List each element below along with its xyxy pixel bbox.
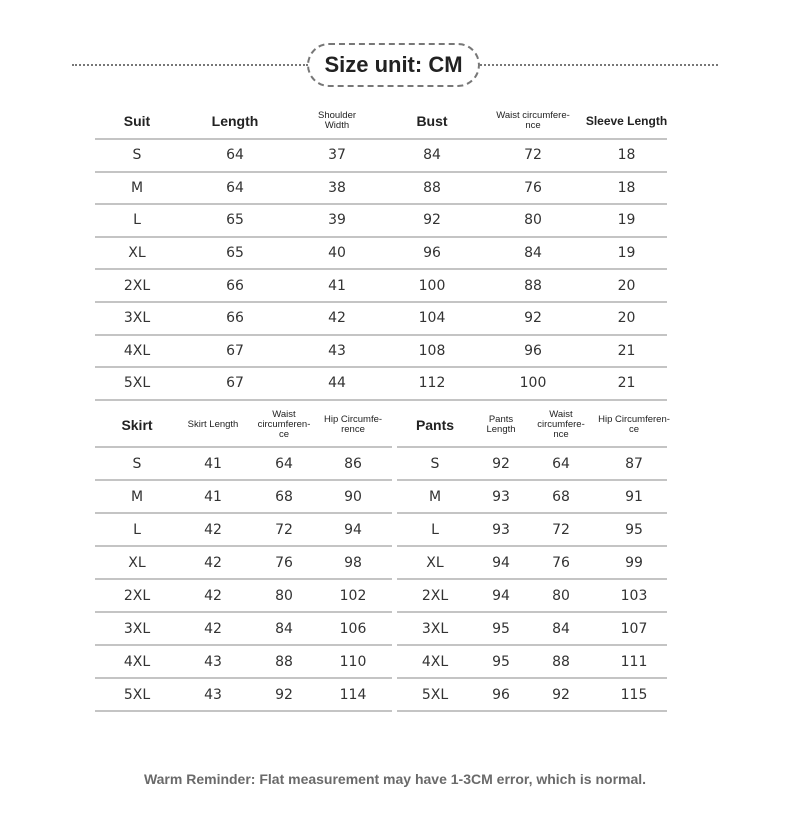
measurement-value: 72 xyxy=(524,147,542,164)
column-header-line: Sleeve Length xyxy=(585,113,668,128)
measurement-value: 20 xyxy=(617,277,636,294)
measurement-value: 104 xyxy=(418,310,446,327)
measurement-value: 94 xyxy=(492,554,510,571)
suit-size-table xyxy=(95,104,667,402)
measurement-value: 110 xyxy=(339,653,367,670)
measurement-value: 84 xyxy=(552,620,570,637)
measurement-value: 76 xyxy=(552,554,570,571)
measurement-value: 108 xyxy=(418,342,446,359)
measurement-value: 91 xyxy=(625,488,643,505)
measurement-value: 107 xyxy=(620,620,648,637)
measurement-value: 42 xyxy=(204,587,222,604)
measurement-value: 42 xyxy=(204,620,222,637)
table-row xyxy=(397,646,667,679)
table-row xyxy=(95,205,667,238)
skirt-size-table xyxy=(95,404,392,714)
header-row xyxy=(95,104,667,140)
table-row xyxy=(95,140,667,173)
measurement-value: 112 xyxy=(418,375,446,392)
column-header-line: Skirt Length xyxy=(187,419,239,431)
column-header-line: nce xyxy=(525,120,541,131)
table-row xyxy=(397,547,667,580)
column-header-line: circumferen- xyxy=(257,419,311,431)
size-label: XL xyxy=(426,554,444,571)
column-header-line: Length xyxy=(486,424,516,435)
column-header-line: nce xyxy=(553,428,569,440)
column-header xyxy=(531,404,591,446)
measurement-value: 99 xyxy=(625,554,643,571)
measurement-value: 21 xyxy=(617,342,636,359)
table-row xyxy=(397,613,667,646)
size-label: L xyxy=(431,521,439,538)
column-header-line: Hip Circumfe- xyxy=(323,414,383,426)
measurement-value: 72 xyxy=(552,521,570,538)
size-label: 5XL xyxy=(123,375,151,392)
size-label: S xyxy=(132,455,142,472)
table-row xyxy=(95,448,392,481)
measurement-value: 115 xyxy=(620,686,648,703)
table-row xyxy=(95,336,667,369)
table-row xyxy=(95,514,392,547)
title-divider-left xyxy=(72,64,308,66)
column-header xyxy=(292,104,382,138)
column-header-line: Width xyxy=(324,120,350,131)
measurement-value: 18 xyxy=(617,179,636,196)
column-header-line: Skirt xyxy=(121,416,153,433)
measurement-value: 88 xyxy=(524,277,542,294)
measurement-value: 41 xyxy=(204,488,222,505)
measurement-value: 92 xyxy=(423,212,441,229)
column-header-line: Shoulder xyxy=(317,110,357,122)
measurement-value: 96 xyxy=(423,245,441,262)
column-header xyxy=(593,404,675,446)
column-header-line: Pants xyxy=(488,414,514,426)
table-row xyxy=(95,547,392,580)
measurement-value: 66 xyxy=(226,310,244,327)
measurement-value: 106 xyxy=(339,620,367,637)
header-row xyxy=(95,404,392,448)
measurement-value: 43 xyxy=(204,686,222,703)
measurement-value: 72 xyxy=(275,521,293,538)
table-row xyxy=(95,613,392,646)
table-row xyxy=(95,679,392,712)
table-row xyxy=(397,580,667,613)
column-header xyxy=(579,104,674,138)
measurement-value: 19 xyxy=(617,212,636,229)
table-row xyxy=(95,173,667,206)
table-row xyxy=(95,368,667,401)
measurement-value: 98 xyxy=(344,554,362,571)
measurement-value: 92 xyxy=(492,455,510,472)
table-row xyxy=(95,238,667,271)
column-header xyxy=(470,404,532,446)
measurement-value: 96 xyxy=(492,686,510,703)
measurement-value: 64 xyxy=(226,179,244,196)
column-header-line: Pants xyxy=(415,416,455,433)
measurement-value: 80 xyxy=(275,587,293,604)
measurement-value: 76 xyxy=(524,179,542,196)
measurement-value: 88 xyxy=(423,179,441,196)
measurement-value: 95 xyxy=(492,620,510,637)
column-header-line: Waist xyxy=(549,409,573,421)
measurement-value: 100 xyxy=(519,375,547,392)
measurement-value: 94 xyxy=(492,587,510,604)
measurement-value: 42 xyxy=(204,521,222,538)
size-label: 5XL xyxy=(421,686,449,703)
measurement-value: 64 xyxy=(552,455,570,472)
measurement-value: 96 xyxy=(524,342,542,359)
table-row xyxy=(397,481,667,514)
table-row xyxy=(397,679,667,712)
size-label: S xyxy=(132,147,142,164)
column-header xyxy=(190,104,280,138)
measurement-value: 87 xyxy=(625,455,643,472)
measurement-value: 43 xyxy=(204,653,222,670)
measurement-value: 84 xyxy=(524,245,542,262)
column-header xyxy=(478,104,588,138)
column-header-line: ce xyxy=(628,424,640,435)
measurement-value: 80 xyxy=(552,587,570,604)
column-header-line: ce xyxy=(278,428,290,440)
measurement-value: 65 xyxy=(226,245,244,262)
measurement-value: 92 xyxy=(552,686,570,703)
size-label: 4XL xyxy=(123,342,151,359)
column-header xyxy=(97,404,177,446)
size-label: S xyxy=(430,455,440,472)
measurement-value: 84 xyxy=(275,620,293,637)
measurement-value: 103 xyxy=(620,587,648,604)
size-label: XL xyxy=(128,554,146,571)
size-label: 3XL xyxy=(123,620,151,637)
measurement-value: 65 xyxy=(226,212,244,229)
measurement-value: 43 xyxy=(328,342,346,359)
measurement-value: 94 xyxy=(344,521,362,538)
size-unit-title: Size unit: CM xyxy=(307,43,480,87)
size-label: L xyxy=(133,521,141,538)
measurement-value: 66 xyxy=(226,277,244,294)
measurement-value: 76 xyxy=(275,554,293,571)
measurement-value: 93 xyxy=(492,488,510,505)
column-header xyxy=(397,404,473,446)
column-header xyxy=(249,404,319,446)
warm-reminder-note: Warm Reminder: Flat measurement may have 1-3CM error, which is normal. xyxy=(143,771,647,787)
size-label: 2XL xyxy=(123,587,151,604)
measurement-value: 93 xyxy=(492,521,510,538)
measurement-value: 86 xyxy=(344,455,362,472)
measurement-value: 64 xyxy=(226,147,244,164)
measurement-value: 40 xyxy=(328,245,346,262)
column-header-line: circumfere- xyxy=(537,419,585,431)
column-header-line: Bust xyxy=(416,112,448,129)
table-row xyxy=(397,448,667,481)
measurement-value: 64 xyxy=(275,455,293,472)
measurement-value: 111 xyxy=(620,653,648,670)
column-header xyxy=(387,104,477,138)
measurement-value: 90 xyxy=(344,488,362,505)
measurement-value: 21 xyxy=(617,375,636,392)
column-header xyxy=(97,104,177,138)
size-label: M xyxy=(130,179,144,196)
measurement-value: 39 xyxy=(328,212,346,229)
measurement-value: 44 xyxy=(328,375,346,392)
column-header xyxy=(317,404,389,446)
size-label: 3XL xyxy=(123,310,151,327)
column-header xyxy=(177,404,249,446)
table-row xyxy=(95,303,667,336)
measurement-value: 19 xyxy=(617,245,636,262)
table-row xyxy=(95,580,392,613)
size-label: 2XL xyxy=(123,277,151,294)
measurement-value: 20 xyxy=(617,310,636,327)
column-header-line: Waist xyxy=(272,409,296,421)
measurement-value: 42 xyxy=(328,310,346,327)
measurement-value: 92 xyxy=(275,686,293,703)
measurement-value: 80 xyxy=(524,212,542,229)
measurement-value: 67 xyxy=(226,342,244,359)
measurement-value: 102 xyxy=(339,587,367,604)
table-row xyxy=(397,514,667,547)
size-label: M xyxy=(130,488,144,505)
measurement-value: 100 xyxy=(418,277,446,294)
measurement-value: 41 xyxy=(328,277,346,294)
measurement-value: 68 xyxy=(552,488,570,505)
size-label: 5XL xyxy=(123,686,151,703)
table-row xyxy=(95,646,392,679)
size-label: 2XL xyxy=(421,587,449,604)
column-header-line: Length xyxy=(211,112,259,129)
measurement-value: 68 xyxy=(275,488,293,505)
size-label: 3XL xyxy=(421,620,449,637)
size-label: L xyxy=(133,212,141,229)
column-header-line: Hip Circumferen- xyxy=(598,414,670,426)
measurement-value: 37 xyxy=(328,147,346,164)
measurement-value: 88 xyxy=(275,653,293,670)
size-label: XL xyxy=(128,245,146,262)
measurement-value: 92 xyxy=(524,310,542,327)
column-header-line: Waist circumfere- xyxy=(496,110,570,122)
measurement-value: 84 xyxy=(423,147,441,164)
table-row xyxy=(95,270,667,303)
measurement-value: 41 xyxy=(204,455,222,472)
measurement-value: 38 xyxy=(328,179,346,196)
measurement-value: 67 xyxy=(226,375,244,392)
pants-size-table xyxy=(397,404,670,714)
title-divider-right xyxy=(480,64,718,66)
measurement-value: 114 xyxy=(339,686,367,703)
header-row xyxy=(397,404,670,448)
size-label: M xyxy=(428,488,442,505)
column-header-line: Suit xyxy=(123,112,151,129)
size-label: 4XL xyxy=(421,653,449,670)
size-label: 4XL xyxy=(123,653,151,670)
column-header-line: rence xyxy=(341,424,365,435)
table-row xyxy=(95,481,392,514)
measurement-value: 88 xyxy=(552,653,570,670)
measurement-value: 95 xyxy=(492,653,510,670)
measurement-value: 95 xyxy=(625,521,643,538)
measurement-value: 42 xyxy=(204,554,222,571)
measurement-value: 18 xyxy=(617,147,636,164)
